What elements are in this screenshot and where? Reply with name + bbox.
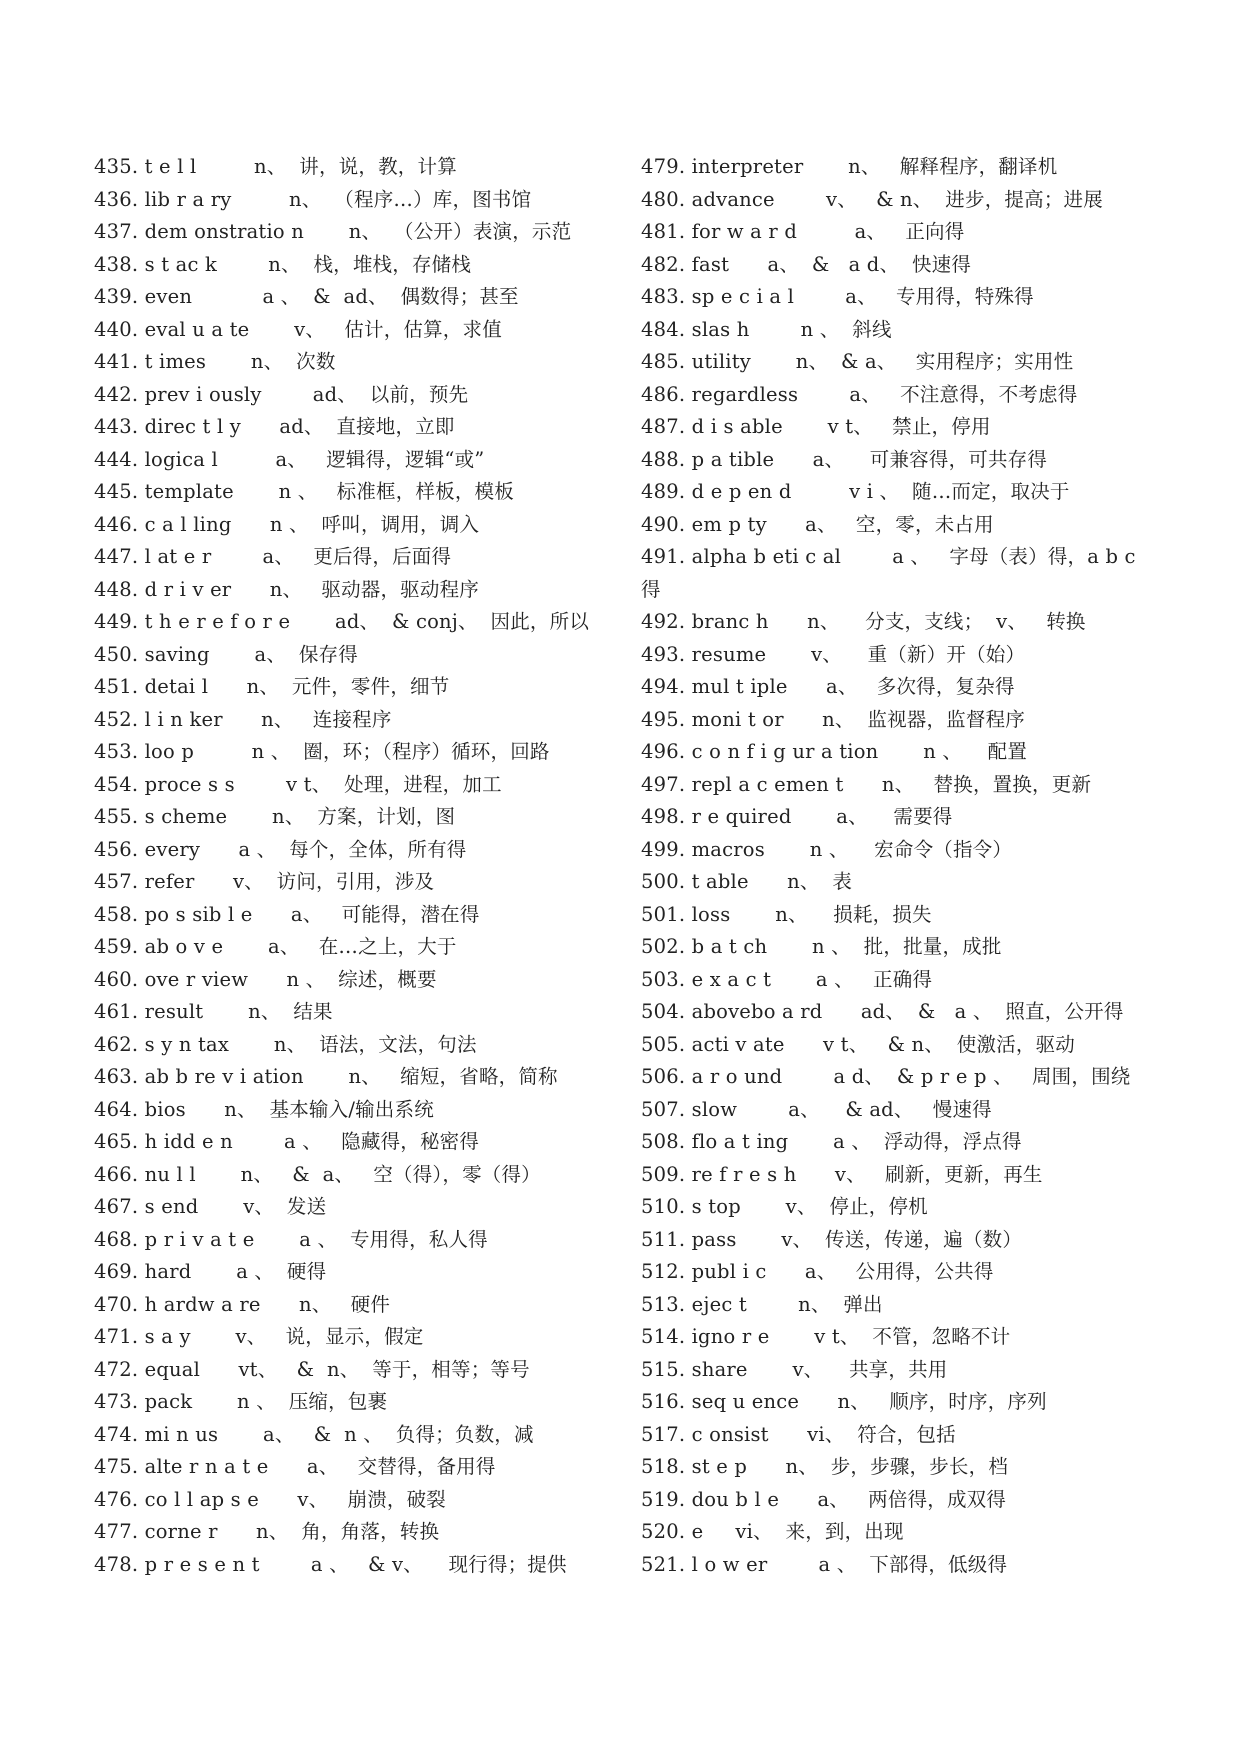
vocabulary-entry: 443. direc t l y ad、 直接地，立即 <box>94 415 455 438</box>
vocabulary-entry: 467. s end v、 发送 <box>94 1195 327 1218</box>
vocabulary-entry: 505. acti v ate v t、 & n、 使激活，驱动 <box>641 1032 1076 1056</box>
vocabulary-entry: 457. refer v、 访问，引用，涉及 <box>94 870 435 893</box>
vocabulary-entry: 520. e vi、 来，到，出现 <box>641 1520 904 1543</box>
vocabulary-entry: 470. h ardw a re n、 硬件 <box>94 1292 391 1316</box>
vocabulary-entry: 453. loo p n 、 圈，环；（程序）循环，回路 <box>94 740 550 763</box>
vocabulary-entry: 446. c a l ling n 、 呼叫，调用，调入 <box>94 512 480 536</box>
vocabulary-entry: 466. nu l l n、 & a、 空（得），零（得） <box>94 1162 541 1186</box>
vocabulary-entry: 450. saving a、 保存得 <box>94 642 358 666</box>
vocabulary-entry: 462. s y n tax n、 语法，文法，句法 <box>94 1032 477 1056</box>
vocabulary-entry: 504. abovebo a rd ad、 & a 、 照直，公开得 <box>641 1000 1124 1023</box>
vocabulary-entry: 444. logica l a、 逻辑得，逻辑“或” <box>94 447 485 471</box>
vocabulary-entry: 481. for w a r d a、 正向得 <box>641 220 965 243</box>
vocabulary-entry: 441. t imes n、 次数 <box>94 350 336 373</box>
vocabulary-entry: 465. h idd e n a 、 隐藏得，秘密得 <box>94 1130 480 1153</box>
vocabulary-entry: 488. p a tible a、 可兼容得，可共存得 <box>641 447 1048 471</box>
vocabulary-entry: 435. t e l l n、 讲，说，教，计算 <box>94 155 457 178</box>
vocabulary-entry: 482. fast a、 & a d、 快速得 <box>641 252 972 276</box>
vocabulary-entry: 512. publ i c a、 公用得，公共得 <box>641 1260 994 1283</box>
vocabulary-entry: 469. hard a 、 硬得 <box>94 1260 327 1283</box>
vocabulary-entry: 442. prev i ously ad、 以前，预先 <box>94 382 469 406</box>
vocabulary-entry: 473. pack n 、 压缩，包裹 <box>94 1390 388 1413</box>
vocabulary-entry: 455. s cheme n、 方案，计划，图 <box>94 805 456 828</box>
vocabulary-entry: 440. eval u a te v、 估计，估算，求值 <box>94 317 502 341</box>
vocabulary-entry: 448. d r i v er n、 驱动器，驱动程序 <box>94 577 479 601</box>
vocabulary-entry: 502. b a t ch n 、 批，批量，成批 <box>641 935 1002 958</box>
vocabulary-entry: 475. alte r n a t e a、 交替得，备用得 <box>94 1455 496 1478</box>
vocabulary-entry: 483. sp e c i a l a、 专用得，特殊得 <box>641 285 1034 308</box>
vocabulary-entry: 519. dou b l e a、 两倍得，成双得 <box>641 1487 1007 1511</box>
vocabulary-entry: 474. mi n us a、 & n 、 负得；负数，减 <box>94 1422 534 1446</box>
vocabulary-entry: 489. d e p en d v i 、 随…而定，取决于 <box>641 480 1070 503</box>
vocabulary-entry: 460. ove r view n 、 综述，概要 <box>94 967 437 991</box>
vocabulary-entry: 491. alpha b eti c al a 、 字母（表）得，a b c 得 <box>641 545 1143 601</box>
vocabulary-entry: 476. co l l ap s e v、 崩溃，破裂 <box>94 1487 447 1511</box>
vocabulary-entry: 471. s a y v、 说，显示，假定 <box>94 1325 424 1348</box>
vocabulary-entry: 499. macros n 、 宏命令（指令） <box>641 837 1013 861</box>
vocabulary-column-right <box>641 151 1151 1581</box>
vocabulary-entry: 437. dem onstratio n n、 （公开）表演，示范 <box>94 220 572 243</box>
vocabulary-entry: 452. l i n ker n、 连接程序 <box>94 707 392 731</box>
vocabulary-entry: 515. share v、 共享，共用 <box>641 1357 948 1381</box>
vocabulary-entry: 447. l at e r a、 更后得，后面得 <box>94 545 452 568</box>
vocabulary-entry: 497. repl a c emen t n、 替换，置换，更新 <box>641 772 1092 796</box>
vocabulary-entry: 439. even a 、 & ad、 偶数得；甚至 <box>94 285 519 308</box>
vocabulary-entry: 507. slow a、 & ad、 慢速得 <box>641 1097 992 1121</box>
vocabulary-entry: 493. resume v、 重（新）开（始） <box>641 642 1026 666</box>
vocabulary-entry: 454. proce s s v t、 处理，进程，加工 <box>94 772 502 796</box>
vocabulary-entry: 468. p r i v a t e a 、 专用得，私人得 <box>94 1227 488 1251</box>
vocabulary-entry: 485. utility n、 & a、 实用程序；实用性 <box>641 350 1074 373</box>
vocabulary-entry: 516. seq u ence n、 顺序，时序，序列 <box>641 1390 1047 1413</box>
vocabulary-entry: 477. corne r n、 角，角落，转换 <box>94 1520 440 1543</box>
vocabulary-entry: 456. every a 、 每个，全体，所有得 <box>94 837 467 861</box>
vocabulary-entry: 498. r e quired a、 需要得 <box>641 805 953 828</box>
vocabulary-entry: 506. a r o und a d、 & p r e p 、 周围，围绕 <box>641 1065 1131 1088</box>
vocabulary-entry: 503. e x a c t a 、 正确得 <box>641 967 933 991</box>
vocabulary-entry: 451. detai l n、 元件，零件，细节 <box>94 675 450 698</box>
vocabulary-entry: 494. mul t iple a、 多次得，复杂得 <box>641 675 1015 698</box>
vocabulary-entry: 513. ejec t n、 弹出 <box>641 1292 883 1316</box>
vocabulary-entry: 479. interpreter n、 解释程序，翻译机 <box>641 155 1058 178</box>
vocabulary-entry: 510. s top v、 停止，停机 <box>641 1195 928 1218</box>
vocabulary-entry: 436. lib r a ry n、 （程序…）库，图书馆 <box>94 187 532 211</box>
vocabulary-entry: 464. bios n、 基本输入/输出系统 <box>94 1097 434 1121</box>
vocabulary-entry: 492. branc h n、 分支，支线； v、 转换 <box>641 610 1086 633</box>
vocabulary-column-left <box>94 151 614 1581</box>
vocabulary-entry: 509. re f r e s h v、 刷新，更新，再生 <box>641 1162 1043 1186</box>
vocabulary-entry: 487. d i s able v t、 禁止，停用 <box>641 415 991 438</box>
vocabulary-entry: 480. advance v、 & n、 进步，提高；进展 <box>641 187 1103 211</box>
vocabulary-entry: 496. c o n f i g ur a tion n 、 配置 <box>641 740 1028 763</box>
vocabulary-entry: 458. po s sib l e a、 可能得，潜在得 <box>94 902 480 926</box>
vocabulary-entry: 511. pass v、 传送，传递，遍（数） <box>641 1227 1023 1251</box>
vocabulary-entry: 517. c onsist vi、 符合，包括 <box>641 1422 956 1446</box>
vocabulary-entry: 490. em p ty a、 空，零，未占用 <box>641 512 994 536</box>
vocabulary-entry: 461. result n、 结果 <box>94 1000 333 1023</box>
vocabulary-entry: 486. regardless a、 不注意得，不考虑得 <box>641 382 1078 406</box>
vocabulary-entry: 500. t able n、 表 <box>641 870 853 893</box>
vocabulary-entry: 438. s t ac k n、 栈，堆栈，存储栈 <box>94 252 472 276</box>
vocabulary-entry: 514. igno r e v t、 不管，忽略不计 <box>641 1325 1011 1348</box>
vocabulary-entry: 472. equal vt、 & n、 等于，相等；等号 <box>94 1357 530 1381</box>
vocabulary-entry: 495. moni t or n、 监视器，监督程序 <box>641 707 1025 731</box>
vocabulary-entry: 463. ab b re v i ation n、 缩短，省略，简称 <box>94 1065 558 1088</box>
vocabulary-entry: 521. l o w er a 、 下部得，低级得 <box>641 1552 1008 1576</box>
vocabulary-entry: 478. p r e s e n t a 、 & v、 现行得；提供 <box>94 1552 567 1576</box>
vocabulary-entry: 508. flo a t ing a 、 浮动得，浮点得 <box>641 1130 1022 1153</box>
vocabulary-entry: 449. t h e r e f o r e ad、 & conj、 因此，所以 <box>94 610 590 633</box>
vocabulary-entry: 501. loss n、 损耗，损失 <box>641 902 932 926</box>
vocabulary-entry: 459. ab o v e a、 在…之上，大于 <box>94 935 457 958</box>
vocabulary-entry: 445. template n 、 标准框，样板，模板 <box>94 480 514 503</box>
vocabulary-entry: 518. st e p n、 步，步骤，步长，档 <box>641 1455 1009 1478</box>
vocabulary-entry: 484. slas h n 、 斜线 <box>641 317 892 341</box>
